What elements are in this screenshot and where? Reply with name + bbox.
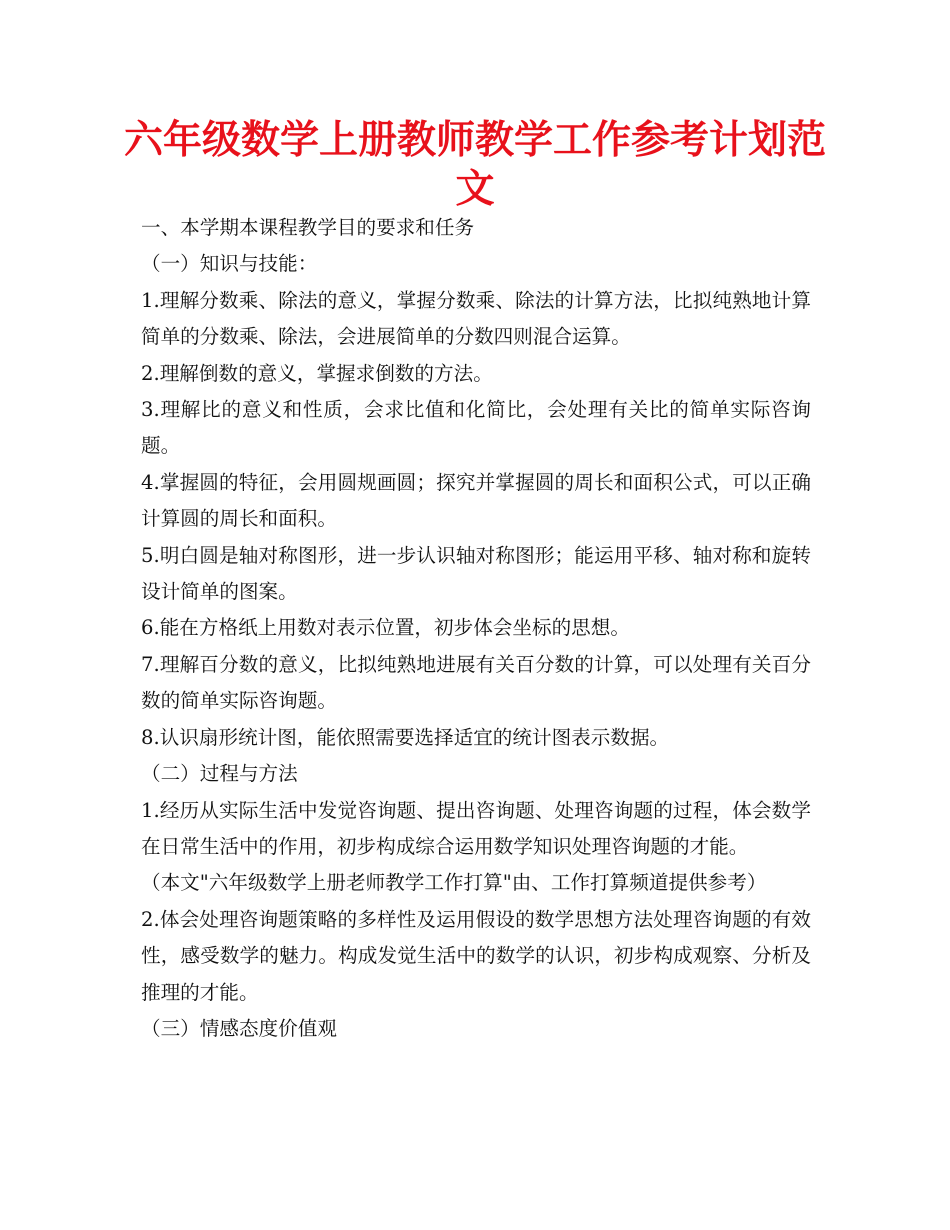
document-body <box>141 210 811 1047</box>
section-heading: 一、本学期本课程教学目的要求和任务 <box>141 216 475 239</box>
document-title: 六年级数学上册教师教学工作参考计划范文 <box>123 118 826 212</box>
subsection-heading: （三）情感态度价值观 <box>141 1016 337 1040</box>
subsection-heading: （一）知识与技能： <box>141 252 318 276</box>
list-item: 6.能在方格纸上用数对表示位置，初步体会坐标的思想。 <box>141 616 630 640</box>
list-item: 2.理解倒数的意义，掌握求倒数的方法。 <box>141 361 493 385</box>
list-item: 4.掌握圆的特征，会用圆规画圆；探究并掌握圆的周长和面积公式，可以正确计算圆的周长和面积。 <box>141 470 811 531</box>
subsection-heading: （二）过程与方法 <box>141 762 298 786</box>
list-item: 2.体会处理咨询题策略的多样性及运用假设的数学思想方法处理咨询题的有效性，感受数学的魅力。构成发觉生活中的数学的认识，初步构成观察、分析及推理的才能。 <box>141 907 811 1004</box>
list-item: 3.理解比的意义和性质，会求比值和化简比，会处理有关比的简单实际咨询题。 <box>141 398 811 458</box>
list-item: 1.经历从实际生活中发觉咨询题、提出咨询题、处理咨询题的过程，体会数学在日常生活中的作用，初步构成综合运用数学知识处理咨询题的才能。 <box>141 798 811 858</box>
source-note: （本文"六年级数学上册老师教学工作打算"由、工作打算频道提供参考） <box>141 871 767 895</box>
list-item: 5.明白圆是轴对称图形，进一步认识轴对称图形；能运用平移、轴对称和旋转设计简单的图案。 <box>141 543 811 604</box>
list-item: 8.认识扇形统计图，能依照需要选择适宜的统计图表示数据。 <box>141 725 670 749</box>
list-item: 1.理解分数乘、除法的意义，掌握分数乘、除法的计算方法，比拟纯熟地计算简单的分数乘、除法，会进展简单的分数四则混合运算。 <box>141 288 811 349</box>
list-item: 7.理解百分数的意义，比拟纯熟地进展有关百分数的计算，可以处理有关百分数的简单实际咨询题。 <box>141 652 811 713</box>
